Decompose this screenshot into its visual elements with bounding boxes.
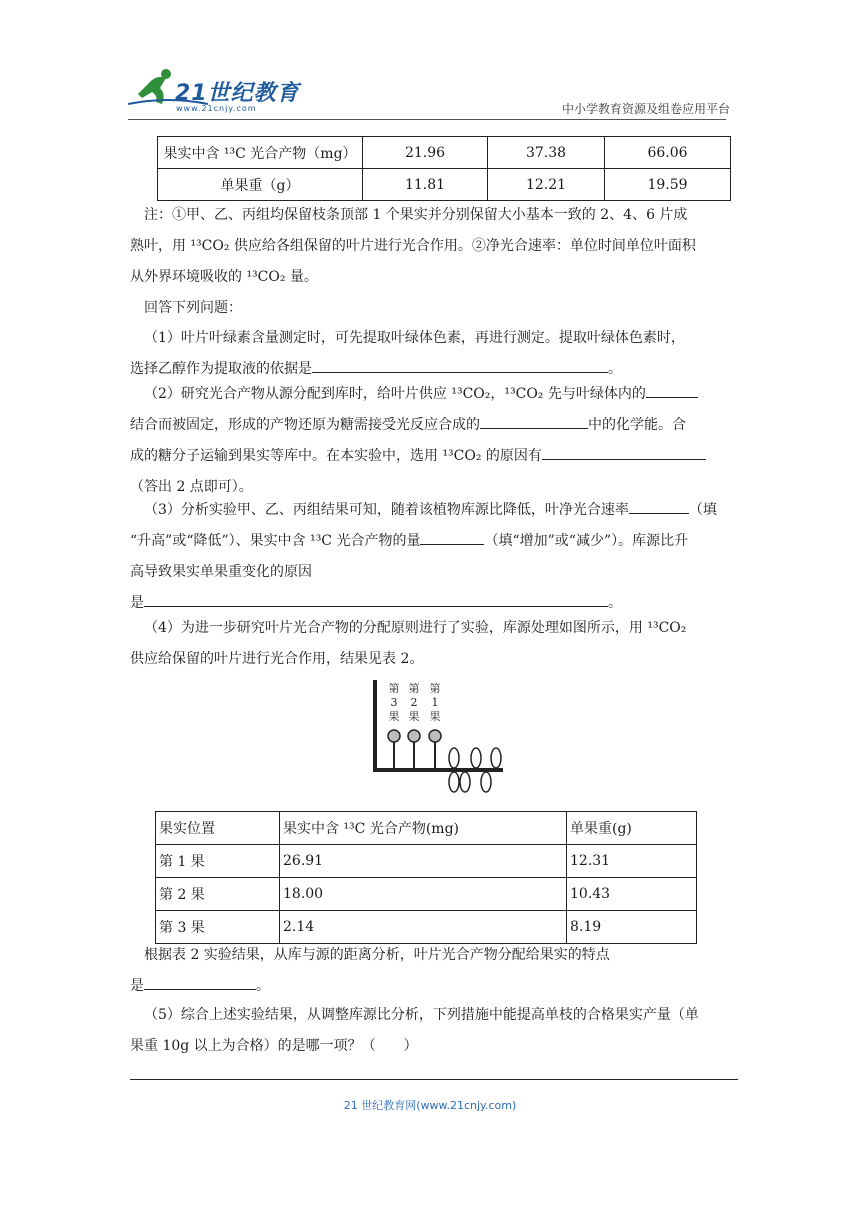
table-cell: 66.06 [605, 137, 731, 169]
branch-fruit-diagram [368, 678, 508, 800]
question-2: （2）研究光合产物从源分配到库时，给叶片供应 ¹³CO₂，¹³CO₂ 先与叶绿体内的 结合而被固定，形成的产物还原为糖需接受光反应合成的 中的化学能。合 成的糖分子运输到果实等库中。在本实验中，选用 ¹³CO₂ 的原因有 （答出 2 点即可）。 [130, 379, 732, 503]
question-1: （1）叶片叶绿素含量测定时，可先提取叶绿体色素，再进行测定。提取叶绿体色素时， 选择乙醇作为提取液的依据是 。 [130, 330, 685, 377]
table-cell: 第 3 果 [156, 911, 280, 944]
table-cell: 12.21 [488, 169, 605, 201]
answer-blank[interactable] [144, 973, 256, 990]
platform-name: 中小学教育资源及组卷应用平台 [561, 102, 730, 116]
table-header-cell: 果实中含 ¹³C 光合产物(mg) [280, 812, 567, 845]
table-header-cell: 果实位置 [156, 812, 280, 845]
table-cell: 11.81 [363, 169, 488, 201]
logo-url: www.21cnjy.com [176, 104, 257, 113]
answer-blank[interactable] [542, 443, 706, 460]
footer-text: 21 世纪教育网(www.21cnjy.com) [343, 1099, 517, 1112]
fruit-label-char: 1 [431, 696, 439, 709]
answer-blank[interactable] [144, 590, 608, 607]
table-cell: 2.14 [280, 911, 567, 944]
table-row [158, 137, 731, 169]
question-4: （4）为进一步研究叶片光合产物的分配原则进行了实验，库源处理如图所示，用 ¹³CO₂ 供应给保留的叶片进行光合作用，结果见表 2。 [130, 620, 687, 667]
stem-horizontal [373, 768, 503, 772]
logo-wordmark: 21世纪教育 [175, 81, 300, 106]
intro-text: 回答下列问题： [144, 300, 242, 316]
table-cell: 26.91 [280, 845, 567, 878]
header-divider [128, 119, 726, 120]
stem-vertical [373, 680, 377, 772]
table-header-row [156, 812, 697, 845]
answer-blank[interactable] [420, 528, 484, 545]
table-header-cell: 单果重(g) [567, 812, 697, 845]
fruit-label-char: 果 [429, 710, 441, 723]
table-row [156, 878, 697, 911]
table-cell: 8.19 [567, 911, 697, 944]
footer-divider [130, 1079, 738, 1080]
fruit-label-char: 第 [408, 682, 420, 695]
table-cell: 21.96 [363, 137, 488, 169]
table-cell: 12.31 [567, 845, 697, 878]
answer-blank[interactable] [646, 381, 698, 398]
table-cell: 19.59 [605, 169, 731, 201]
fruit-label-char: 果 [408, 710, 420, 723]
table-cell: 18.00 [280, 878, 567, 911]
fruit-3 [388, 730, 400, 768]
table2-analysis: 根据表 2 实验结果，从库与源的距离分析，叶片光合产物分配给果实的特点 是 。 [130, 947, 610, 994]
table-row [156, 911, 697, 944]
answer-blank[interactable] [312, 356, 608, 373]
table-row [158, 169, 731, 201]
fruit-2 [408, 730, 420, 768]
table-cell: 第 2 果 [156, 878, 280, 911]
table-cell: 10.43 [567, 878, 697, 911]
fruit-label-char: 果 [388, 710, 400, 723]
question-5: （5）综合上述实验结果，从调整库源比分析，下列措施中能提高单枝的合格果实产量（单 果重 10g 以上为合格）的是哪一项？（ ） [130, 1007, 699, 1054]
table-cell: 单果重（g） [158, 169, 363, 201]
fruit-label-char: 2 [410, 696, 418, 709]
table-cell: 果实中含 ¹³C 光合产物（mg） [158, 137, 363, 169]
fruit-label-char: 第 [429, 682, 441, 695]
table-cell: 第 1 果 [156, 845, 280, 878]
fruit-label-char: 3 [390, 696, 398, 709]
table-row [156, 845, 697, 878]
question-3: （3）分析实验甲、乙、丙组结果可知，随着该植物库源比降低，叶净光合速率 （填 “升高”或“降低”）、果实中含 ¹³C 光合产物的量 （填“增加”或“减少”）。库源比升 高导致果实单果重变化的原因 是 。 [130, 495, 732, 619]
fruit-1 [429, 730, 441, 768]
note-text: 注：①甲、乙、丙组均保留枝条顶部 1 个果实并分别保留大小基本一致的 2、4、6 片成 熟叶，用 ¹³CO₂ 供应给各组保留的叶片进行光合作用。②净光合速率：单位时间单位叶面积 从外界环境吸收的 ¹³CO₂ 量。 [130, 207, 696, 285]
table-cell: 37.38 [488, 137, 605, 169]
answer-blank[interactable] [629, 497, 689, 514]
results-table-1 [157, 136, 731, 201]
answer-blank[interactable] [480, 412, 588, 429]
results-table-2 [155, 811, 697, 944]
fruit-label-char: 第 [388, 682, 400, 695]
